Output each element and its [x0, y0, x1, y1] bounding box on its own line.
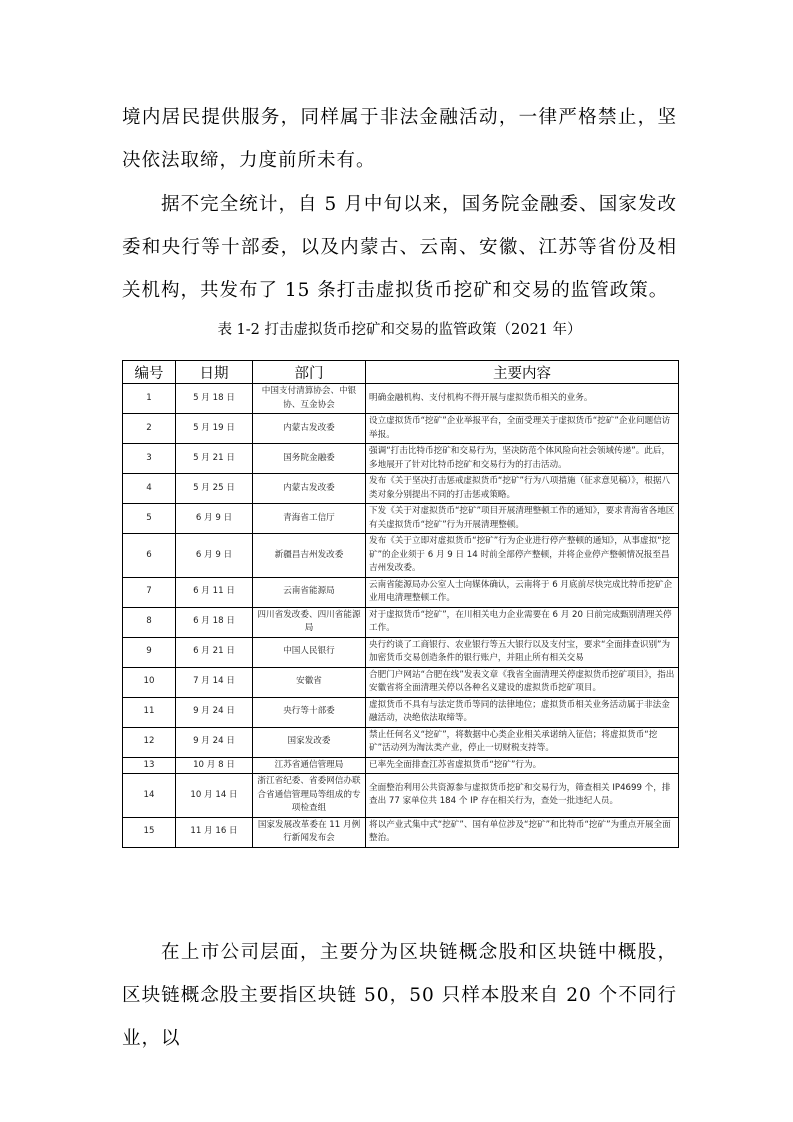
cell-number: 5 — [123, 504, 176, 534]
cell-department: 内蒙古发改委 — [253, 414, 366, 444]
table-row — [123, 727, 679, 757]
table-row — [123, 444, 679, 474]
cell-department: 国务院金融委 — [253, 444, 366, 474]
cell-date: 6 月 9 日 — [176, 534, 253, 578]
table-row — [123, 414, 679, 444]
table-row — [123, 757, 679, 774]
cell-date: 6 月 18 日 — [176, 607, 253, 637]
cell-department: 云南省能源局 — [253, 577, 366, 607]
policy-table — [122, 360, 679, 848]
table-row — [123, 607, 679, 637]
table-body — [123, 384, 679, 848]
cell-number: 15 — [123, 817, 176, 847]
header-date: 日期 — [176, 361, 253, 384]
cell-number: 2 — [123, 414, 176, 444]
cell-department: 青海省工信厅 — [253, 504, 366, 534]
cell-number: 1 — [123, 384, 176, 414]
cell-content: 全面整治利用公共资源参与虚拟货币挖矿和交易行为，筛查相关 IP4699 个，排查出 77 家单位共 184 个 IP 存在相关行为，查处一批违纪人员。 — [366, 774, 679, 818]
cell-number: 10 — [123, 667, 176, 697]
cell-content: 央行约谈了工商银行、农业银行等五大银行以及支付宝，要求“全面排查识别”为加密货币交易创造条件的银行账户，并阻止所有相关交易 — [366, 637, 679, 667]
cell-date: 10 月 8 日 — [176, 757, 253, 774]
cell-department: 江苏省通信管理局 — [253, 757, 366, 774]
cell-department: 浙江省纪委、省委网信办联合省通信管理局等组成的专项检查组 — [253, 774, 366, 818]
table-row — [123, 504, 679, 534]
cell-content: 将以产业式集中式“挖矿”、国有单位涉及“挖矿”和比特币“挖矿”为重点开展全面整治。 — [366, 817, 679, 847]
cell-content: 对于虚拟货币“挖矿”，在川相关电力企业需要在 6 月 20 日前完成甄别清理关停工作。 — [366, 607, 679, 637]
cell-department: 中国人民银行 — [253, 637, 366, 667]
cell-date: 6 月 21 日 — [176, 637, 253, 667]
header-department: 部门 — [253, 361, 366, 384]
cell-department: 国家发展改革委在 11 月例行新闻发布会 — [253, 817, 366, 847]
cell-content: 发布《关于立即对虚拟货币“挖矿”行为企业进行停产整顿的通知》，从事虚拟“挖矿”的企业须于 6 月 9 日 14 时前全部停产整顿，并将企业停产整顿情况报至昌吉州发改委。 — [366, 534, 679, 578]
cell-date: 9 月 24 日 — [176, 727, 253, 757]
table-caption: 表 1-2 打击虚拟货币挖矿和交易的监管政策（2021 年） — [217, 322, 582, 338]
cell-content: 明确金融机构、支付机构不得开展与虚拟货币相关的业务。 — [366, 384, 679, 414]
cell-date: 5 月 18 日 — [176, 384, 253, 414]
cell-department: 央行等十部委 — [253, 697, 366, 727]
cell-content: 设立虚拟货币“挖矿”企业举报平台，全面受理关于虚拟货币“挖矿”企业问题信访举报。 — [366, 414, 679, 444]
cell-number: 9 — [123, 637, 176, 667]
cell-number: 11 — [123, 697, 176, 727]
cell-date: 9 月 24 日 — [176, 697, 253, 727]
header-content: 主要内容 — [366, 361, 679, 384]
cell-date: 5 月 21 日 — [176, 444, 253, 474]
cell-number: 8 — [123, 607, 176, 637]
cell-content: 合肥门户网站“合肥在线”发表文章《我省全面清理关停虚拟货币挖矿项目》，指出安徽省将全面清理关停以各种名义建设的虚拟货币挖矿项目。 — [366, 667, 679, 697]
cell-content: 禁止任何名义“挖矿”，将数据中心类企业相关承诺纳入征信；将虚拟货币“挖矿”活动列为淘汰类产业，停止一切财税支持等。 — [366, 727, 679, 757]
cell-department: 安徽省 — [253, 667, 366, 697]
cell-number: 4 — [123, 474, 176, 504]
cell-date: 6 月 11 日 — [176, 577, 253, 607]
cell-number: 12 — [123, 727, 176, 757]
table-row — [123, 474, 679, 504]
cell-content: 下发《关于对虚拟货币“挖矿”项目开展清理整顿工作的通知》，要求青海省各地区有关虚拟货币“挖矿”行为开展清理整顿。 — [366, 504, 679, 534]
header-number: 编号 — [123, 361, 176, 384]
cell-content: 强调“打击比特币挖矿和交易行为，坚决防范个体风险向社会领域传递”。此后，多地展开了针对比特币挖矿和交易行为的打击活动。 — [366, 444, 679, 474]
cell-department: 国家发改委 — [253, 727, 366, 757]
cell-date: 10 月 14 日 — [176, 774, 253, 818]
cell-content: 已率先全面排查江苏省虚拟货币“挖矿”行为。 — [366, 757, 679, 774]
cell-content: 虚拟货币不具有与法定货币等同的法律地位；虚拟货币相关业务活动属于非法金融活动，决绝依法取缔等。 — [366, 697, 679, 727]
table-row — [123, 384, 679, 414]
paragraph-continuation: 境内居民提供服务，同样属于非法金融活动，一律严格禁止，坚决依法取缔，力度前所未有。 — [122, 107, 677, 171]
cell-department: 内蒙古发改委 — [253, 474, 366, 504]
cell-department: 中国支付清算协会、中银协、互金协会 — [253, 384, 366, 414]
cell-number: 13 — [123, 757, 176, 774]
cell-number: 14 — [123, 774, 176, 818]
cell-department: 四川省发改委、四川省能源局 — [253, 607, 366, 637]
cell-department: 新疆昌吉州发改委 — [253, 534, 366, 578]
table-row — [123, 667, 679, 697]
paragraph-listed-companies: 在上市公司层面，主要分为区块链概念股和区块链中概股，区块链概念股主要指区块链 50，50 只样本股来自 20 个不同行业，以 — [122, 942, 677, 1049]
table-row — [123, 534, 679, 578]
table-row — [123, 817, 679, 847]
cell-number: 7 — [123, 577, 176, 607]
table-row — [123, 774, 679, 818]
paragraph-statistics: 据不完全统计，自 5 月中旬以来，国务院金融委、国家发改委和央行等十部委，以及内蒙古、云南、安徽、江苏等省份及相关机构，共发布了 15 条打击虚拟货币挖矿和交易的监管政策。 — [122, 194, 677, 301]
cell-content: 云南省能源局办公室人士向媒体确认，云南将于 6 月底前尽快完成比特币挖矿企业用电清理整顿工作。 — [366, 577, 679, 607]
cell-date: 5 月 19 日 — [176, 414, 253, 444]
table-row — [123, 577, 679, 607]
table-row — [123, 637, 679, 667]
cell-number: 3 — [123, 444, 176, 474]
cell-date: 6 月 9 日 — [176, 504, 253, 534]
cell-content: 发布《关于坚决打击惩戒虚拟货币“挖矿”行为八项措施（征求意见稿）》，根据八类对象分别提出不同的打击惩戒策略。 — [366, 474, 679, 504]
cell-date: 11 月 16 日 — [176, 817, 253, 847]
table-header-row — [123, 361, 679, 384]
cell-date: 7 月 14 日 — [176, 667, 253, 697]
table-row — [123, 697, 679, 727]
cell-date: 5 月 25 日 — [176, 474, 253, 504]
cell-number: 6 — [123, 534, 176, 578]
